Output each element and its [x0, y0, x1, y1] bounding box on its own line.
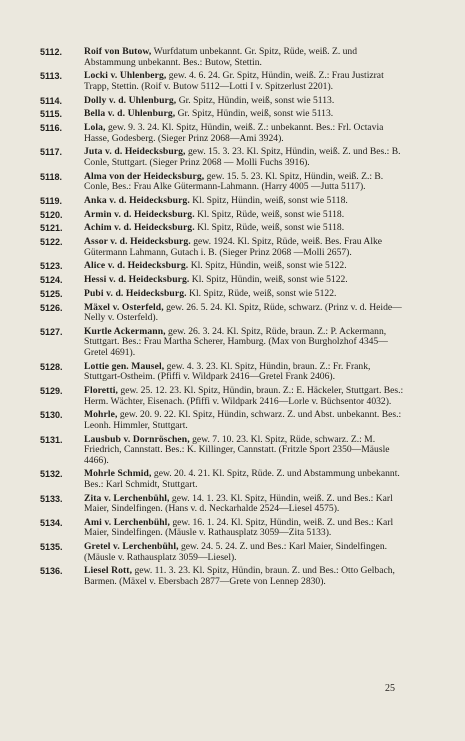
entry-details: Kl. Spitz, Rüde, weiß, sonst wie 5118.: [194, 208, 345, 220]
entry-details: gew. 4. 6. 24. Gr. Spitz, Hündin, weiß. Z.: Frau Justizrat Trapp, Stettin. (Roif v. Butow 5112—Lotti I v. Spitzerlust 2201).: [84, 70, 384, 92]
dog-name: Dolly v. d. Uhlenburg,: [84, 94, 177, 106]
dog-name: Alma von der Heidecksburg,: [84, 170, 205, 182]
entry-details: gew. 11. 3. 23. Kl. Spitz, Hündin, braun. Z. und Bes.: Otto Gelbach, Barmen. (Mäxel v. Ebersbach 2877—Grete von Lennep 2830).: [84, 565, 395, 588]
registry-entry: [40, 275, 409, 286]
entry-number: 5113.: [40, 71, 63, 82]
dog-name: Anka v. d. Heidecksburg.: [84, 194, 190, 206]
dog-name: Lola,: [84, 122, 106, 134]
entry-details: gew. 26. 5. 24. Kl. Spitz, Rüde, schwarz. (Prinz v. d. Heide—Nelly v. Osterfeld).: [84, 301, 402, 324]
entry-number: 5116.: [40, 123, 63, 134]
registry-entry: [40, 147, 409, 168]
dog-name: Lottie gen. Mausel,: [84, 360, 165, 372]
entry-number: 5115.: [40, 109, 63, 120]
registry-entry: [40, 237, 409, 258]
entry-details: gew. 7. 10. 23. Kl. Spitz, Rüde, schwarz. Z.: M. Friedrich, Cannstatt. Bes.: K. Killinger, Cannstatt. (Fritzle Sport 2350—Mäusle 4466).: [84, 433, 390, 466]
entry-details: Gr. Spitz, Hündin, weiß, sonst wie 5113.: [175, 108, 334, 120]
registry-entry: [40, 410, 409, 431]
dog-name: Achim v. d. Heidecksburg.: [84, 222, 195, 234]
registry-entry: [40, 494, 409, 515]
entry-details: gew. 20. 9. 22. Kl. Spitz, Hündin, schwarz. Z. und Abst. unbekannt. Bes.: Leonh. Himmler, Stuttgart.: [84, 409, 402, 431]
dog-name: Liesel Rott,: [84, 565, 133, 577]
dog-name: Alice v. d. Heidecksburg.: [84, 260, 189, 272]
entry-details: Kl. Spitz, Rüde, weiß, sonst wie 5122.: [186, 287, 337, 299]
registry-entry: [40, 542, 409, 563]
page-number: 25: [385, 683, 395, 694]
entry-number: 5134.: [40, 517, 63, 528]
entry-details: Kl. Spitz, Hündin, weiß, sonst wie 5122.: [189, 274, 348, 286]
registry-entry: [40, 223, 409, 234]
dog-name: Zita v. Lerchenbühl,: [84, 492, 170, 504]
entry-details: gew. 26. 3. 24. Kl. Spitz, Rüde, braun. Z.: P. Ackermann, Stuttgart. Bes.: Frau Martha Scherer, Hamburg. (Max von Burgholzhof 4345—Gretel 4691).: [84, 325, 388, 358]
registry-entry: [40, 47, 409, 68]
registry-entry: [40, 196, 409, 207]
entry-number: 5133.: [40, 493, 63, 504]
entry-number: 5121.: [40, 223, 63, 234]
registry-entry: [40, 109, 409, 120]
dog-name: Juta v. d. Heidecksburg,: [84, 146, 186, 158]
dog-name: Lausbub v. Dornröschen,: [84, 433, 190, 445]
entry-details: Gr. Spitz, Hündin, weiß, sonst wie 5113.: [176, 94, 335, 106]
entry-details: Kl. Spitz, Hündin, weiß, sonst wie 5122.: [188, 260, 347, 272]
entry-number: 5124.: [40, 275, 63, 286]
dog-name: Mäxel v. Osterfeld,: [84, 301, 164, 313]
dog-name: Locki v. Uhlenberg,: [84, 70, 167, 82]
entry-details: gew. 9. 3. 24. Kl. Spitz, Hündin, weiß. Z.: unbekannt. Bes.: Frl. Octavia Hasse, Godesberg. (Sieger Prinz 2068—Ami 3924).: [84, 122, 384, 144]
entry-details: gew. 15. 3. 23. Kl. Spitz, Hündin, weiß. Z. und Bes.: B. Conle, Stuttgart. (Sieger Prinz 2068 — Molli Fuchs 3916).: [84, 146, 401, 168]
dog-name: Hessi v. d. Heidecksburg.: [84, 274, 190, 286]
entry-number: 5123.: [40, 261, 63, 272]
entry-number: 5136.: [40, 566, 63, 577]
entry-details: gew. 1924. Kl. Spitz, Rüde, weiß. Bes. Frau Alke Gütermann Lahmann, Gutach i. B. (Sieger Prinz 2068 —Molli 2657).: [84, 236, 383, 258]
dog-name: Roif von Butow,: [84, 46, 152, 57]
dog-name: Floretti,: [84, 384, 119, 396]
dog-name: Mohrle Schmid,: [84, 468, 152, 480]
registry-entry-list: [40, 47, 409, 588]
entry-number: 5130.: [40, 410, 63, 421]
registry-entry: [40, 435, 409, 467]
entry-details: gew. 16. 1. 24. Kl. Spitz, Hündin, weiß. Z. und Bes.: Karl Maier, Sindelfingen. (Mäusle v. Rathausplatz 3059—Zita 5133).: [84, 516, 394, 539]
entry-details: gew. 14. 1. 23. Kl. Spitz, Hündin, weiß. Z. und Bes.: Karl Maier, Sindelfingen. (Hans v. d. Neckarhalde 2524—Liesel 4575).: [84, 492, 393, 515]
registry-entry: [40, 518, 409, 539]
entry-number: 5125.: [40, 288, 63, 299]
dog-name: Ami v. Lerchenbühl,: [84, 516, 170, 528]
dog-name: Mohrle,: [84, 409, 118, 421]
registry-entry: [40, 566, 409, 587]
registry-entry: [40, 386, 409, 407]
entry-details: gew. 25. 12. 23. Kl. Spitz, Hündin, braun. Z.: E. Häckeler, Stuttgart. Bes.: Herm. Wächter, Eisenach. (Pfiffi v. Wildpark 2416—Lorle v. Büchsentor 4032).: [84, 384, 404, 407]
dog-name: Gretel v. Lerchenbühl,: [84, 541, 179, 553]
entry-number: 5117.: [40, 147, 63, 158]
dog-name: Bella v. d. Uhlenburg,: [84, 108, 176, 120]
entry-number: 5131.: [40, 434, 63, 445]
entry-number: 5112.: [40, 47, 63, 57]
entry-number: 5129.: [40, 385, 63, 396]
registry-entry: [40, 123, 409, 144]
registry-entry: [40, 210, 409, 221]
entry-number: 5132.: [40, 469, 63, 480]
registry-entry: [40, 261, 409, 272]
registry-entry: [40, 71, 409, 92]
registry-entry: [40, 362, 409, 383]
registry-entry: [40, 289, 409, 300]
entry-details: gew. 20. 4. 21. Kl. Spitz, Rüde. Z. und Abstammung unbekannt. Bes.: Karl Schmidt, Stuttgart.: [84, 468, 400, 490]
registry-entry: [40, 96, 409, 107]
entry-number: 5126.: [40, 302, 63, 313]
entry-number: 5114.: [40, 95, 63, 106]
entry-details: Wurfdatum unbekannt. Gr. Spitz, Rüde, weiß. Z. und Abstammung unbekannt. Bes.: Butow, Stettin.: [84, 46, 358, 68]
entry-details: Kl. Spitz, Rüde, weiß, sonst wie 5118.: [194, 222, 345, 234]
entry-details: gew. 4. 3. 23. Kl. Spitz, Hündin, braun. Z.: Fr. Frank, Stuttgart-Ostheim. (Pfiffi v. Wildpark 2416—Gretel Frank 2406).: [84, 360, 371, 383]
registry-entry: [40, 327, 409, 359]
entry-number: 5127.: [40, 326, 63, 337]
registry-entry: [40, 303, 409, 324]
entry-number: 5122.: [40, 237, 63, 248]
entry-number: 5128.: [40, 361, 63, 372]
entry-number: 5135.: [40, 542, 63, 553]
registry-entry: [40, 172, 409, 193]
registry-entry: [40, 469, 409, 490]
entry-number: 5118.: [40, 171, 63, 182]
dog-name: Assor v. d. Heidecksburg.: [84, 236, 191, 248]
dog-name: Kurtle Ackermann,: [84, 325, 166, 337]
entry-details: Kl. Spitz, Hündin, weiß, sonst wie 5118.: [189, 194, 348, 206]
entry-number: 5120.: [40, 209, 63, 220]
entry-details: gew. 15. 5. 23. Kl. Spitz, Hündin, weiß. Z.: B. Conle, Bes.: Frau Alke Gütermann-Lahmann. (Harry 4005 —Jutta 5117).: [84, 170, 384, 193]
dog-name: Armin v. d. Heidecksburg.: [84, 208, 195, 220]
entry-number: 5119.: [40, 195, 63, 206]
dog-name: Pubi v. d. Heidecksburg.: [84, 287, 187, 299]
entry-details: gew. 24. 5. 24. Z. und Bes.: Karl Maier, Sindelfingen. (Mäusle v. Rathausplatz 3059—Liesel).: [84, 541, 388, 563]
